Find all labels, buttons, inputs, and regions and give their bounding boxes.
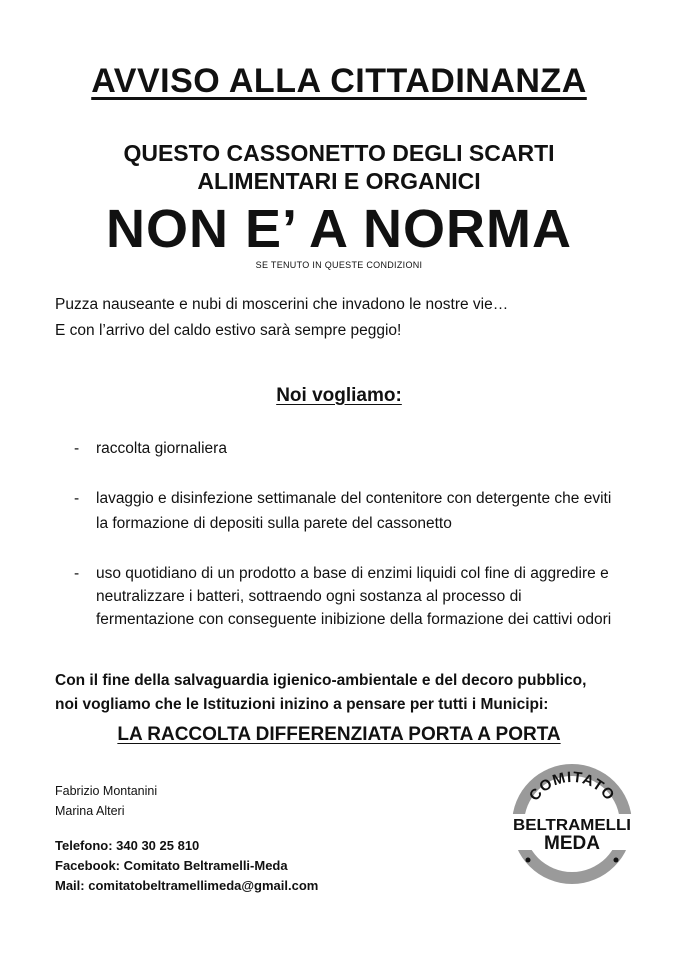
signatory-1: Fabrizio Montanini (55, 784, 158, 798)
paragraph-line-2: E con l’arrivo del caldo estivo sarà sempre peggio! (55, 322, 402, 339)
subtitle-line-2: ALIMENTARI E ORGANICI (197, 168, 481, 194)
slogan: LA RACCOLTA DIFFERENZIATA PORTA A PORTA (117, 724, 561, 745)
logo-dot-left (526, 858, 531, 863)
notice-title: AVVISO ALLA CITTADINANZA (91, 62, 587, 100)
logo-line-2: MEDA (544, 833, 600, 854)
headline-note: SE TENUTO IN QUESTE CONDIZIONI (255, 260, 423, 270)
demand-3-line-1: uso quotidiano di un prodotto a base di enzimi liquidi col fine di aggredire e (96, 565, 609, 582)
closing-line-1: Con il fine della salvaguardia igienico-ambientale e del decoro pubblico, (55, 672, 587, 689)
contact-phone: Telefono: 340 30 25 810 (55, 838, 200, 853)
demand-3-line-3: fermentazione con conseguente inibizione della formazione dei cattivi odori (96, 611, 612, 628)
comitato-logo (508, 760, 636, 888)
contact-facebook: Facebook: Comitato Beltramelli-Meda (55, 858, 288, 873)
demand-3-line-2: neutralizzare i batteri, sottraendo ogni sostanza al processo di (96, 588, 522, 605)
demand-2-line-1: lavaggio e disinfezione settimanale del contenitore con detergente che eviti (96, 490, 612, 507)
logo-dot-right (614, 858, 619, 863)
bullet-marker: - (74, 565, 80, 582)
signatory-2: Marina Alteri (55, 804, 125, 818)
logo-line-1: BELTRAMELLI (513, 817, 631, 834)
paragraph-line-1: Puzza nauseante e nubi di moscerini che invadono le nostre vie… (55, 296, 509, 313)
demand-1-line-1: raccolta giornaliera (96, 440, 227, 457)
logo-arc-text: COMITATO (525, 768, 619, 805)
headline: NON E’ A NORMA (105, 199, 572, 259)
bullet-marker: - (74, 440, 80, 457)
contact-mail: Mail: comitatobeltramellimeda@gmail.com (55, 878, 319, 893)
subtitle-line-1: QUESTO CASSONETTO DEGLI SCARTI (123, 140, 555, 166)
wants-heading: Noi vogliamo: (276, 385, 402, 406)
closing-line-2: noi vogliamo che le Istituzioni inizino a pensare per tutti i Municipi: (55, 696, 549, 713)
bullet-marker: - (74, 490, 80, 507)
demand-2-line-2: la formazione di depositi sulla parete del cassonetto (96, 515, 452, 532)
